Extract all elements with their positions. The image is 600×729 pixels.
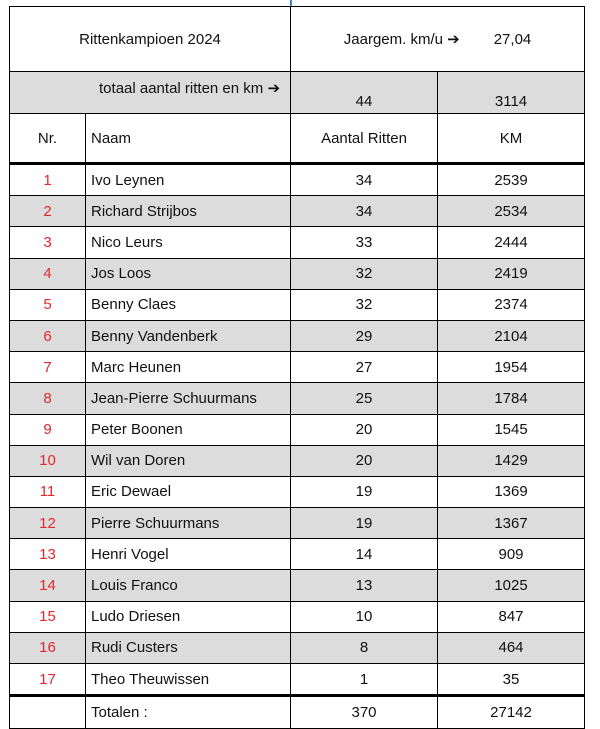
name-cell: Henri Vogel [86,539,291,570]
rides-cell: 27 [291,352,438,383]
name-cell: Wil van Doren [86,445,291,476]
rank-cell: 16 [10,632,86,663]
name-cell: Jos Loos [86,258,291,289]
name-cell: Louis Franco [86,570,291,601]
rides-cell: 32 [291,289,438,320]
km-cell: 1025 [438,570,585,601]
rides-cell: 19 [291,508,438,539]
name-cell: Pierre Schuurmans [86,508,291,539]
header-row [10,114,585,164]
name-cell: Ivo Leynen [86,164,291,196]
rides-cell: 25 [291,383,438,414]
header-rides: Aantal Ritten [291,114,438,164]
table-row [10,320,585,351]
rides-cell: 1 [291,664,438,696]
ranking-table [9,6,585,729]
rank-cell: 1 [10,164,86,196]
km-cell: 1545 [438,414,585,445]
rides-cell: 10 [291,601,438,632]
table-row [10,352,585,383]
table-row [10,539,585,570]
average-speed-label: Jaargem. km/u ➔ [343,31,460,48]
name-cell: Nico Leurs [86,227,291,258]
table-row [10,227,585,258]
header-nr: Nr. [10,114,86,164]
name-cell: Richard Strijbos [86,196,291,227]
rides-cell: 29 [291,320,438,351]
table-row [10,289,585,320]
summary-label: totaal aantal ritten en km ➔ [10,72,291,114]
name-cell: Ludo Driesen [86,601,291,632]
totals-label: Totalen : [86,696,291,729]
km-cell: 35 [438,664,585,696]
table-row [10,508,585,539]
table-row [10,383,585,414]
rank-cell: 3 [10,227,86,258]
name-cell: Marc Heunen [86,352,291,383]
title-row [10,7,585,72]
km-cell: 2539 [438,164,585,196]
rank-cell: 2 [10,196,86,227]
totals-spacer [10,696,86,729]
table-row [10,476,585,507]
header-km: KM [438,114,585,164]
name-cell: Benny Vandenberk [86,320,291,351]
km-cell: 464 [438,632,585,663]
table-row [10,414,585,445]
km-cell: 2419 [438,258,585,289]
rides-cell: 20 [291,414,438,445]
name-cell: Theo Theuwissen [86,664,291,696]
average-speed-cell [291,7,585,72]
rides-cell: 34 [291,164,438,196]
summary-rides: 44 [291,72,438,114]
rank-cell: 8 [10,383,86,414]
km-cell: 1369 [438,476,585,507]
table-row [10,664,585,696]
table-row [10,632,585,663]
rides-cell: 33 [291,227,438,258]
table-row [10,164,585,196]
rank-cell: 17 [10,664,86,696]
rank-cell: 5 [10,289,86,320]
table-row [10,196,585,227]
rank-cell: 6 [10,320,86,351]
rides-cell: 20 [291,445,438,476]
rides-cell: 14 [291,539,438,570]
average-speed-value: 27,04 [493,31,532,48]
rides-cell: 8 [291,632,438,663]
rank-cell: 9 [10,414,86,445]
rides-cell: 19 [291,476,438,507]
totals-row [10,696,585,729]
km-cell: 2534 [438,196,585,227]
table-row [10,601,585,632]
rides-cell: 34 [291,196,438,227]
km-cell: 2444 [438,227,585,258]
km-cell: 1784 [438,383,585,414]
name-cell: Peter Boonen [86,414,291,445]
table-row [10,570,585,601]
rank-cell: 12 [10,508,86,539]
name-cell: Rudi Custers [86,632,291,663]
name-cell: Eric Dewael [86,476,291,507]
rank-cell: 11 [10,476,86,507]
rank-cell: 10 [10,445,86,476]
summary-row [10,72,585,114]
header-name: Naam [86,114,291,164]
page-title: Rittenkampioen 2024 [10,7,291,72]
km-cell: 1954 [438,352,585,383]
rides-cell: 32 [291,258,438,289]
rank-cell: 14 [10,570,86,601]
rank-cell: 4 [10,258,86,289]
table-row [10,258,585,289]
totals-km: 27142 [438,696,585,729]
km-cell: 909 [438,539,585,570]
km-cell: 847 [438,601,585,632]
name-cell: Jean-Pierre Schuurmans [86,383,291,414]
table-row [10,445,585,476]
rank-cell: 15 [10,601,86,632]
km-cell: 2104 [438,320,585,351]
km-cell: 2374 [438,289,585,320]
totals-rides: 370 [291,696,438,729]
km-cell: 1367 [438,508,585,539]
name-cell: Benny Claes [86,289,291,320]
summary-km: 3114 [438,72,585,114]
rides-cell: 13 [291,570,438,601]
km-cell: 1429 [438,445,585,476]
rank-cell: 7 [10,352,86,383]
rank-cell: 13 [10,539,86,570]
